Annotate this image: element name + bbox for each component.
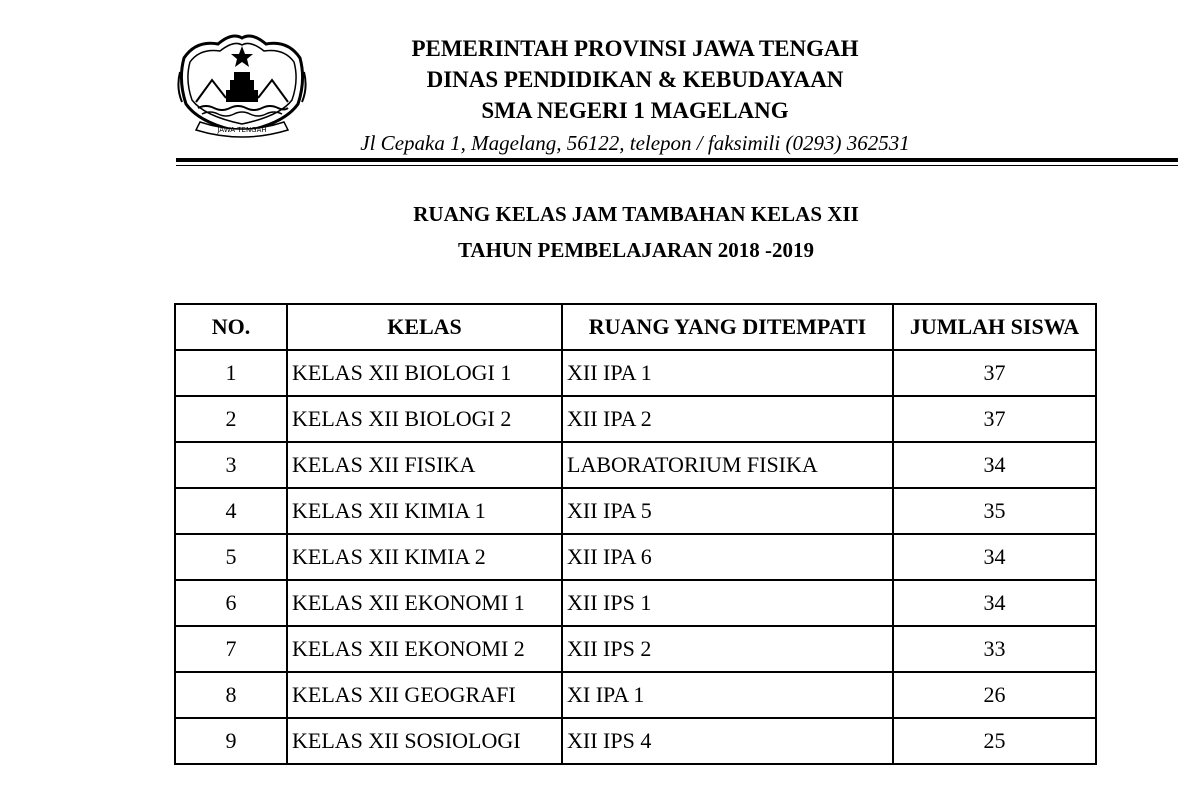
cell-no: 4: [175, 488, 287, 534]
table-row: [175, 718, 1096, 764]
cell-kelas: KELAS XII SOSIOLOGI: [287, 718, 562, 764]
cell-ruang: XII IPS 4: [562, 718, 893, 764]
cell-ruang: XI IPA 1: [562, 672, 893, 718]
cell-no: 6: [175, 580, 287, 626]
letterhead-divider-thin: [176, 165, 1178, 166]
cell-kelas: KELAS XII FISIKA: [287, 442, 562, 488]
table-row: [175, 626, 1096, 672]
cell-ruang: XII IPA 5: [562, 488, 893, 534]
svg-text:JAWA TENGAH: JAWA TENGAH: [217, 126, 267, 134]
government-name: PEMERINTAH PROVINSI JAWA TENGAH: [411, 36, 859, 61]
cell-ruang: XII IPS 1: [562, 580, 893, 626]
cell-ruang: LABORATORIUM FISIKA: [562, 442, 893, 488]
cell-ruang: XII IPA 1: [562, 350, 893, 396]
table-row: [175, 396, 1096, 442]
cell-kelas: KELAS XII BIOLOGI 2: [287, 396, 562, 442]
document-title-line-1: RUANG KELAS JAM TAMBAHAN KELAS XII: [413, 202, 859, 226]
cell-no: 1: [175, 350, 287, 396]
school-address: Jl Cepaka 1, Magelang, 56122, telepon / faksimili (0293) 362531: [360, 131, 910, 155]
cell-no: 9: [175, 718, 287, 764]
header-ruang: RUANG YANG DITEMPATI: [562, 304, 893, 350]
cell-jumlah: 34: [893, 534, 1096, 580]
cell-no: 3: [175, 442, 287, 488]
cell-no: 5: [175, 534, 287, 580]
cell-jumlah: 37: [893, 350, 1096, 396]
cell-jumlah: 25: [893, 718, 1096, 764]
cell-kelas: KELAS XII EKONOMI 1: [287, 580, 562, 626]
cell-kelas: KELAS XII BIOLOGI 1: [287, 350, 562, 396]
cell-jumlah: 34: [893, 442, 1096, 488]
letterhead: [0, 0, 1193, 170]
header-kelas: KELAS: [287, 304, 562, 350]
table-header-row: [175, 304, 1096, 350]
cell-kelas: KELAS XII GEOGRAFI: [287, 672, 562, 718]
cell-jumlah: 26: [893, 672, 1096, 718]
table-row: [175, 442, 1096, 488]
document-title-line-2: TAHUN PEMBELAJARAN 2018 -2019: [457, 238, 815, 262]
cell-no: 2: [175, 396, 287, 442]
letterhead-text: [300, 33, 970, 158]
header-no: NO.: [175, 304, 287, 350]
table-row: [175, 672, 1096, 718]
header-jumlah: JUMLAH SISWA: [893, 304, 1096, 350]
classroom-table: [174, 303, 1097, 765]
province-seal-logo: [176, 28, 308, 146]
cell-ruang: XII IPA 6: [562, 534, 893, 580]
cell-jumlah: 33: [893, 626, 1096, 672]
cell-no: 7: [175, 626, 287, 672]
table-row: [175, 580, 1096, 626]
department-name: DINAS PENDIDIKAN & KEBUDAYAAN: [426, 67, 844, 92]
table-row: [175, 534, 1096, 580]
table-row: [175, 350, 1096, 396]
cell-jumlah: 35: [893, 488, 1096, 534]
cell-ruang: XII IPA 2: [562, 396, 893, 442]
cell-kelas: KELAS XII KIMIA 2: [287, 534, 562, 580]
cell-no: 8: [175, 672, 287, 718]
cell-kelas: KELAS XII EKONOMI 2: [287, 626, 562, 672]
table-row: [175, 488, 1096, 534]
cell-ruang: XII IPS 2: [562, 626, 893, 672]
cell-jumlah: 34: [893, 580, 1096, 626]
cell-kelas: KELAS XII KIMIA 1: [287, 488, 562, 534]
cell-jumlah: 37: [893, 396, 1096, 442]
document-title: [176, 196, 1096, 268]
letterhead-divider-thick: [176, 158, 1178, 162]
school-name: SMA NEGERI 1 MAGELANG: [481, 98, 789, 123]
